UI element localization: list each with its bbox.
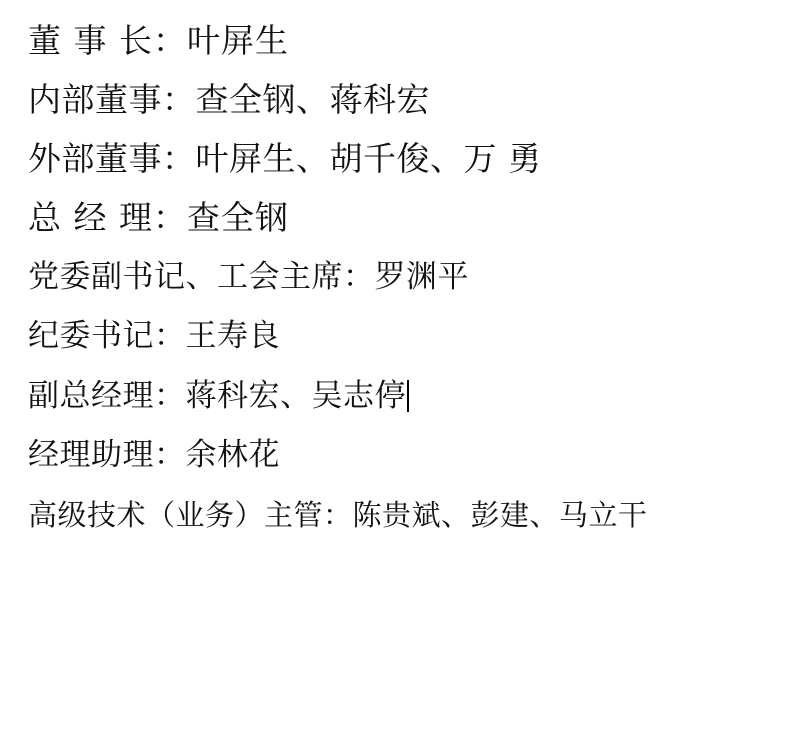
roster-line-text: 总 经 理：查全钢	[28, 198, 289, 237]
roster-line-chairman	[28, 21, 766, 60]
roster-line-text: 董 事 长：叶屏生	[28, 21, 289, 60]
roster-line-text: 经理助理：余林花	[28, 437, 280, 473]
roster-line-external-director	[28, 139, 766, 178]
personnel-roster	[28, 21, 766, 532]
roster-line-party-deputy-secretary-union-chair	[28, 259, 766, 295]
roster-line-manager-assistant	[28, 437, 766, 473]
roster-line-senior-technical-supervisor	[28, 498, 766, 532]
roster-line-text: 外部董事：叶屏生、胡千俊、万 勇	[28, 139, 542, 178]
roster-line-text: 副总经理：蒋科宏、吴志停	[28, 378, 406, 414]
roster-line-internal-director	[28, 80, 766, 119]
roster-line-text: 纪委书记：王寿良	[28, 318, 280, 354]
roster-line-deputy-general-manager	[28, 380, 766, 412]
roster-line-discipline-secretary	[28, 318, 766, 354]
text-cursor	[407, 380, 409, 412]
roster-line-text: 内部董事：查全钢、蒋科宏	[28, 80, 430, 119]
roster-line-text: 高级技术（业务）主管：陈贵斌、彭建、马立干	[28, 498, 648, 532]
roster-line-general-manager	[28, 198, 766, 237]
roster-line-text: 党委副书记、工会主席：罗渊平	[28, 259, 469, 295]
